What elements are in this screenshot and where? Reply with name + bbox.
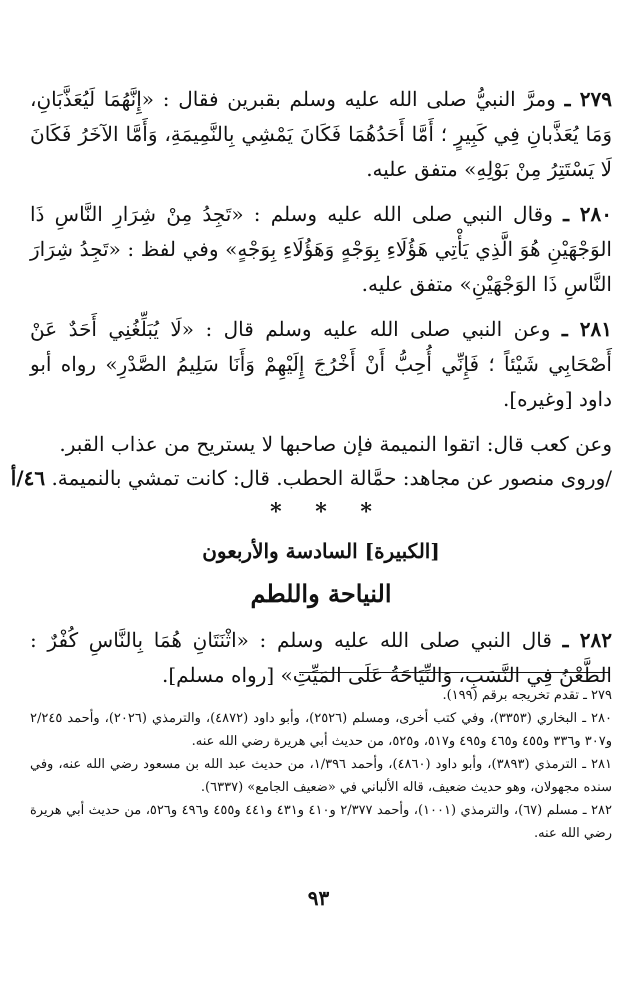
hadith-number: ٢٧٩ ـ xyxy=(564,87,612,111)
hadith-281 xyxy=(30,312,612,417)
quote-kaab: وعن كعب قال: اتقوا النميمة فإن صاحبها لا يستريح من عذاب القبر. xyxy=(59,432,612,456)
hadith-279 xyxy=(30,82,612,187)
footnote: ٢٨١ ـ الترمذي (٣٨٩٣)، وأبو داود (٤٨٦٠)، وأحمد ١/٣٩٦، من حديث عبد الله بن مسعود رضي الله عنه، وفي سنده مجهولان، وهو حديث ضعيف، قاله الألباني في «ضعيف الجامع» (٦٣٣٧). xyxy=(30,757,612,795)
hadith-number: ٢٨٢ ـ xyxy=(562,628,612,652)
hadith-282 xyxy=(30,623,612,693)
hadith-text: وقال النبي صلى الله عليه وسلم : «تَجِدُ مِنْ شِرَارِ النَّاسِ ذَا الوَجْهَيْنِ هُوَ الَّذِي يَأْتِي هَؤُلَاءِ بِوَجْهٍ وَهَؤُلَاءِ بِوَجْهٍ» وفي لفظ : «تَجِدُ شِرَارَ النَّاسِ ذَا الوَجْهَيْنِ» متفق عليه. xyxy=(30,202,612,296)
hadith-text: قال النبي صلى الله عليه وسلم : «اثْنَتَانِ هُمَا بِالنَّاسِ كُفْرٌ : الطَّعْنُ فِي النَّسَبِ، وَالنِّيَاحَةُ عَلَى المَيِّتِ» [رواه مسلم]. xyxy=(30,628,612,687)
section-title: [الكبيرة] السادسة والأربعون xyxy=(202,539,440,563)
footnotes xyxy=(30,684,612,845)
footnote: ٢٨٠ ـ البخاري (٣٣٥٣)، وفي كتب أخرى، ومسلم (٢٥٢٦)، وأبو داود (٤٨٧٢)، والترمذي (٢٠٢٦)، وأحمد ٢/٢٤٥ و٣٠٧ و٣٣٦ و٤٥٥ و٤٦٥ و٤٩٥ و٥١٧، و٥٢٥، من حديث أبي هريرة رضي الله عنه. xyxy=(30,711,612,749)
footnote: ٢٨٢ ـ مسلم (٦٧)، والترمذي (١٠٠١)، وأحمد ٢/٣٧٧ و٤١٠ و٤٣١ و٤٤١ و٤٥٥ و٤٩٦ و٥٢٦، من حديث أبي هريرة رضي الله عنه. xyxy=(30,803,612,841)
chapter-title: النياحة واللطم xyxy=(250,579,392,608)
footnote-divider xyxy=(299,672,609,673)
page-number: ٩٣ xyxy=(307,886,330,910)
main-text xyxy=(10,82,612,703)
section-separator: * * * xyxy=(270,499,372,525)
hadith-number: ٢٨٠ ـ xyxy=(563,202,612,226)
manuscript-folio-ref: ٤٦/أ xyxy=(10,466,46,490)
quote-mansur-text: /وروى منصور عن مجاهد: حمَّالة الحطب. قال: كانت تمشي بالنميمة. xyxy=(51,466,612,490)
hadith-number: ٢٨١ ـ xyxy=(561,317,612,341)
hadith-280 xyxy=(30,197,612,302)
hadith-text: ومرَّ النبيُّ صلى الله عليه وسلم بقبرين فقال : «إِنَّهُمَا لَيُعَذَّبَانِ، وَمَا يُعَذَّبانِ فِي كَبِيرٍ ؛ أَمَّا أَحَدُهُمَا فَكَانَ يَمْشِي بِالنَّمِيمَةِ، وَأَمَّا الآخَرُ فَكَانَ لَا يَسْتَتِرُ مِنْ بَوْلِهِ» متفق عليه. xyxy=(30,87,612,181)
footnote: ٢٧٩ ـ تقدم تخريجه برقم (١٩٩). xyxy=(442,688,612,703)
quote-mansur xyxy=(10,461,612,495)
hadith-text: وعن النبي صلى الله عليه وسلم قال : «لَا يُبَلِّغُنِي أَحَدٌ عَنْ أَصْحَابِي شَيْئاً ؛ فَإِنِّي أُحِبُّ أَنْ أَخْرُجَ إِلَيْهِمْ وَأَنَا سَلِيمُ الصَّدْرِ» رواه أبو داود [وغيره]. xyxy=(30,317,612,411)
